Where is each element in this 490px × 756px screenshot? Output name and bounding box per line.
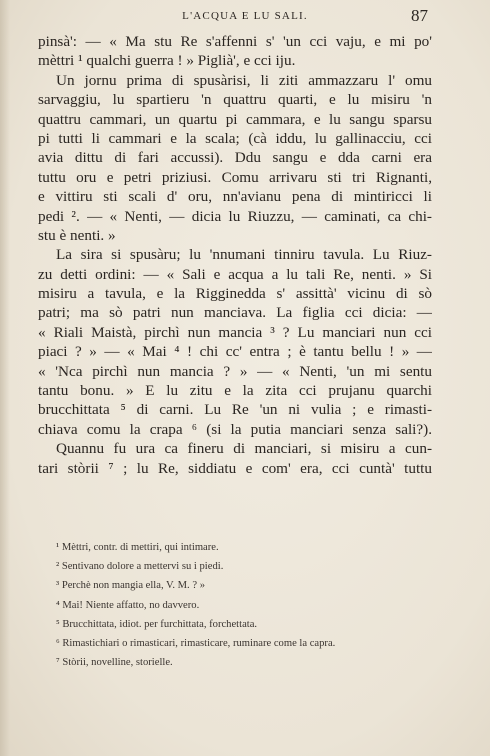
running-title: L'ACQUA E LU SALI. [182,10,308,22]
footnote: ⁷ Stòrii, novelline, storielle. [56,657,173,669]
text-line: avia dittu di fari accussi). Ddu sangu e dda carni era [38,149,432,167]
page-number: 87 [411,6,428,25]
page-header [0,6,490,26]
text-line: La sira si spusàru; lu 'nnumani tinniru tavula. Lu Riuz- [56,246,432,264]
footnote: ⁴ Mai! Niente affatto, no davvero. [56,599,200,611]
text-line: chiava comu la crapa ⁶ (si la putia manciari senza sali?). [38,420,432,438]
text-line: tuttu oru e petri priziusi. Comu arrivaru sti tri Rignanti, [38,168,432,186]
footnote: ³ Perchè non mangia ella, V. M. ? » [56,580,206,592]
body-text [38,32,432,478]
text-line: stu è nenti. » [38,226,116,244]
text-line: sarvaggiu, lu spartieru 'n quattru quarti, e lu misiru 'n [38,91,432,109]
text-line: Un jornu prima di spusàrisi, li ziti ammazzaru l' omu [56,71,432,89]
text-line: tari stòrii ⁷ ; lu Re, siddiatu e com' era, cci cuntà' tuttu [38,459,432,477]
text-line: pi tutti li cammari e la scala; (cà iddu, lu gallinacciu, cci [38,129,432,147]
text-line: e vittiru sti scali d' oru, nn'avianu pena di mintiricci li [38,188,432,206]
text-line: quattru cammari, un quartu pi cammara, e lu sangu sparsu [38,110,432,128]
text-line: pedi ². — « Nenti, — dicia lu Riuzzu, — caminati, ca chi- [38,207,432,225]
text-line: tantu bonu. » E lu zitu e la zita cci prujanu quarchi [38,382,432,400]
footnote: ⁵ Brucchittata, idiot. per furchittata, forchettata. [56,618,258,630]
text-line: misiru a tavula, e la Rigginedda s' assittà' vicinu di sò [38,285,432,303]
text-line: Quannu fu ura ca fineru di manciari, si misiru a cun- [56,440,432,458]
text-line: pinsà': — « Ma stu Re s'affenni s' 'un cci vaju, e mi po' [38,33,432,50]
page-spine-shadow [0,0,10,756]
footnote: ¹ Mèttri, contr. di mettiri, qui intimare. [56,542,219,553]
text-line: zu detti ordini: — « Sali e acqua a lu tali Re, nenti. » Si [38,265,432,283]
text-line: mèttri ¹ qualchi guerra ! » Piglià', e cci iju. [38,52,296,70]
text-line: brucchittata ⁵ di carni. Lu Re 'un ni vulia ; e rimasti- [38,401,432,419]
footnotes [56,538,436,672]
text-line: « Riali Maistà, pirchì nun mancia ³ ? Lu manciari nun cci [38,323,432,341]
footnote: ² Sentivano dolore a mettervi su i piedi. [56,561,224,573]
text-line: piaci ? » — « Mai ⁴ ! chi cc' entra ; è tantu bellu ! » — [38,343,432,361]
text-line: « 'Nca pirchì nun mancia ? » — « Nenti, 'un mi sentu [38,362,432,380]
text-line: patri; ma sò patri nun manciava. La figlia cci dicia: — [38,304,432,322]
footnote: ⁶ Rimastichiari o rimasticari, rimasticare, ruminare come la capra. [56,637,336,649]
